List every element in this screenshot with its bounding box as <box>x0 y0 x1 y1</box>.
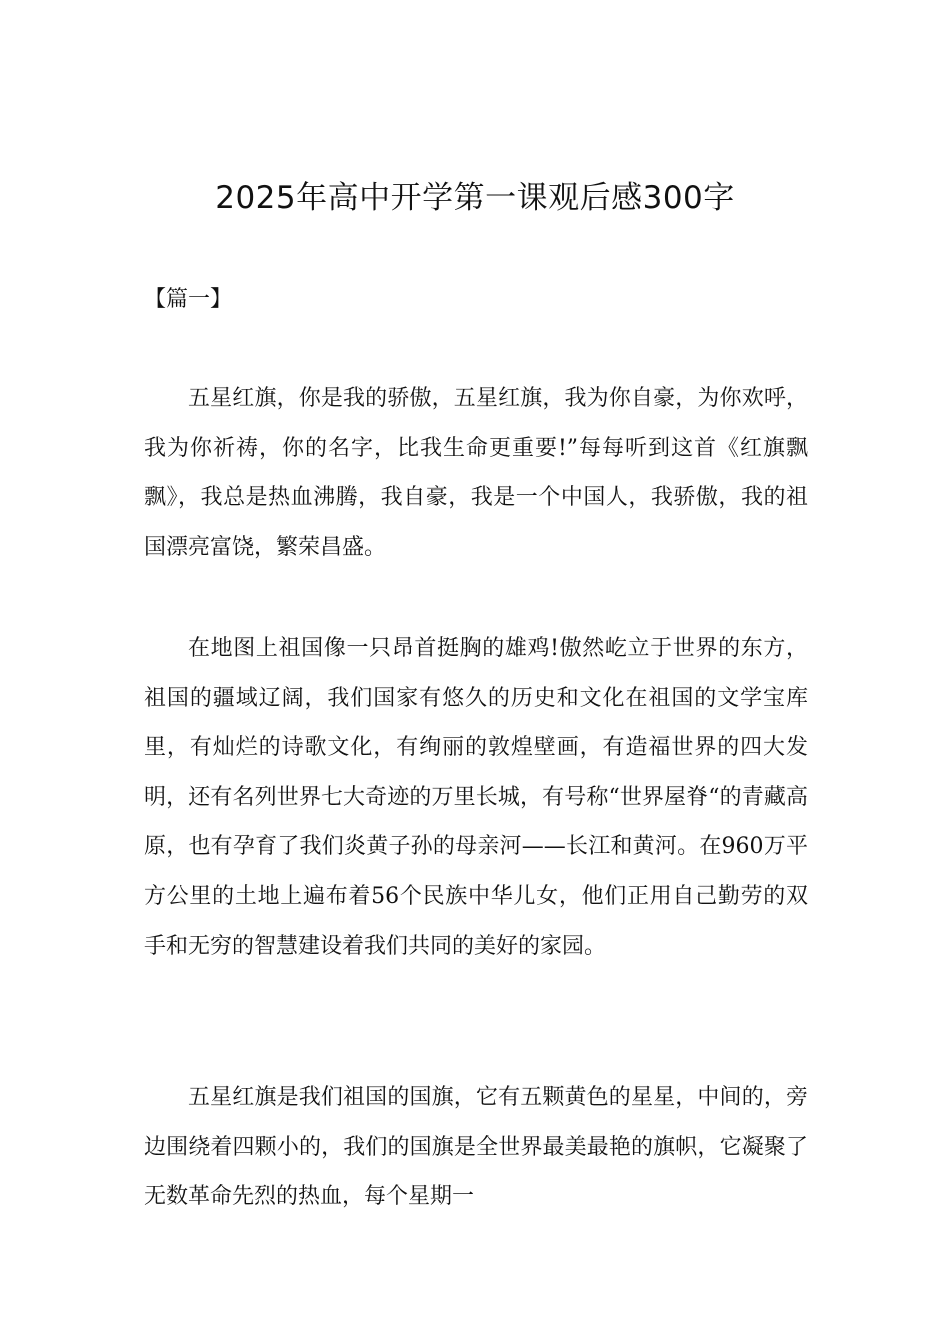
section-label: 【篇一】 <box>144 287 233 312</box>
paragraph-1: 五星红旗，你是我的骄傲，五星红旗，我为你自豪，为你欢呼，我为你祈祷，你的名字，比我生命更重要!”每每听到这首《红旗飘飘》，我总是热血沸腾，我自豪，我是一个中国人，我骄傲，我的祖国漂亮富饶，繁荣昌盛。 <box>144 386 808 560</box>
paragraph-2: 在地图上祖国像一只昂首挺胸的雄鸡!傲然屹立于世界的东方，祖国的疆域辽阔，我们国家有悠久的历史和文化在祖国的文学宝库里，有灿烂的诗歌文化，有绚丽的敦煌壁画，有造福世界的四大发明，还有名列世界七大奇迹的万里长城，有号称“世界屋脊“的青藏高原，也有孕育了我们炎黄子孙的母亲河——长江和黄河。在960万平方公里的土地上遍布着56个民族中华儿女，他们正用自己勤劳的双手和无穷的智慧建设着我们共同的美好的家园。 <box>144 636 808 959</box>
document-title: 2025年高中开学第一课观后感300字 <box>215 180 735 216</box>
paragraph-3: 五星红旗是我们祖国的国旗，它有五颗黄色的星星，中间的，旁边围绕着四颗小的，我们的国旗是全世界最美最艳的旗帜，它凝聚了无数革命先烈的热血，每个星期一 <box>144 1085 808 1210</box>
